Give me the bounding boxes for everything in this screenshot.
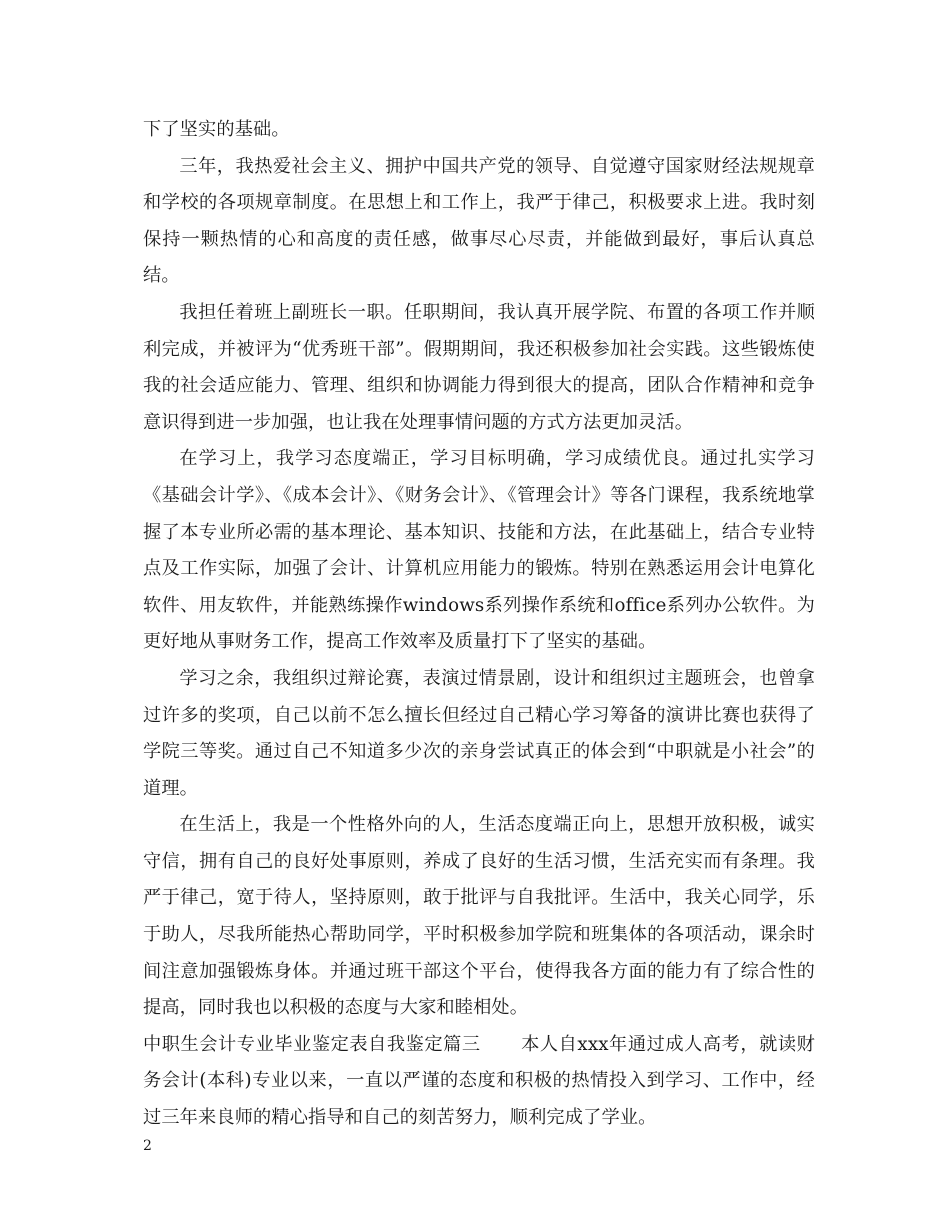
paragraph-class-leader: 我担任着班上副班长一职。任职期间，我认真开展学院、布置的各项工作并顺利完成，并被评为“优秀班干部”。假期期间，我还积极参加社会实践。这些锻炼使我的社会适应能力、管理、组织和协调能力得到很大的提高，团队合作精神和竞争意识得到进一步加强，也让我在处理事情问题的方式方法更加灵活。 — [143, 301, 815, 433]
section-title: 中职生会计专业毕业鉴定表自我鉴定篇三 — [143, 1033, 481, 1055]
paragraph-political-attitude: 三年，我热爱社会主义、拥护中国共产党的领导、自觉遵守国家财经法规规章和学校的各项规章制度。在思想上和工作上，我严于律己，积极要求上进。我时刻保持一颗热情的心和高度的责任感，做事尽心尽责，并能做到最好，事后认真总结。 — [143, 155, 815, 287]
section-paragraph — [143, 1027, 815, 1137]
paragraph-continuation: 下了坚实的基础。 — [143, 119, 290, 140]
paragraph-life: 在生活上，我是一个性格外向的人，生活态度端正向上，思想开放积极，诚实守信，拥有自己的良好处事原则，养成了良好的生活习惯，生活充实而有条理。我严于律己，宽于待人，坚持原则，敢于批评与自我批评。生活中，我关心同学，乐于助人，尽我所能热心帮助同学，平时积极参加学院和班集体的各项活动，课余时间注意加强锻炼身体。并通过班干部这个平台，使得我各方面的能力有了综合性的提高，同时我也以积极的态度与大家和睦相处。 — [143, 814, 815, 1019]
document-body — [143, 112, 815, 1137]
paragraph-activities: 学习之余，我组织过辩论赛，表演过情景剧，设计和组织过主题班会，也曾拿过许多的奖项，自己以前不怎么擅长但经过自己精心学习筹备的演讲比赛也获得了学院三等奖。通过自己不知道多少次的亲身尝试真正的体会到“中职就是小社会”的道理。 — [143, 667, 815, 799]
paragraph-study: 在学习上，我学习态度端正，学习目标明确，学习成绩优良。通过扎实学习《基础会计学》、《成本会计》、《财务会计》、《管理会计》等各门课程，我系统地掌握了本专业所必需的基本理论、基本知识、技能和方法，在此基础上，结合专业特点及工作实际，加强了会计、计算机应用能力的锻炼。特别在熟悉运用会计电算化软件、用友软件，并能熟练操作windows系列操作系统和office系列办公软件。为更好地从事财务工作，提高工作效率及质量打下了坚实的基础。 — [143, 448, 815, 653]
page-number: 2 — [143, 1138, 152, 1154]
section-text: 本人自xxx年通过成人高考，就读财务会计(本科)专业以来，一直以严谨的态度和积极的热情投入到学习、工作中，经过三年来良师的精心指导和自己的刻苦努力，顺利完成了学业。 — [143, 1033, 815, 1129]
